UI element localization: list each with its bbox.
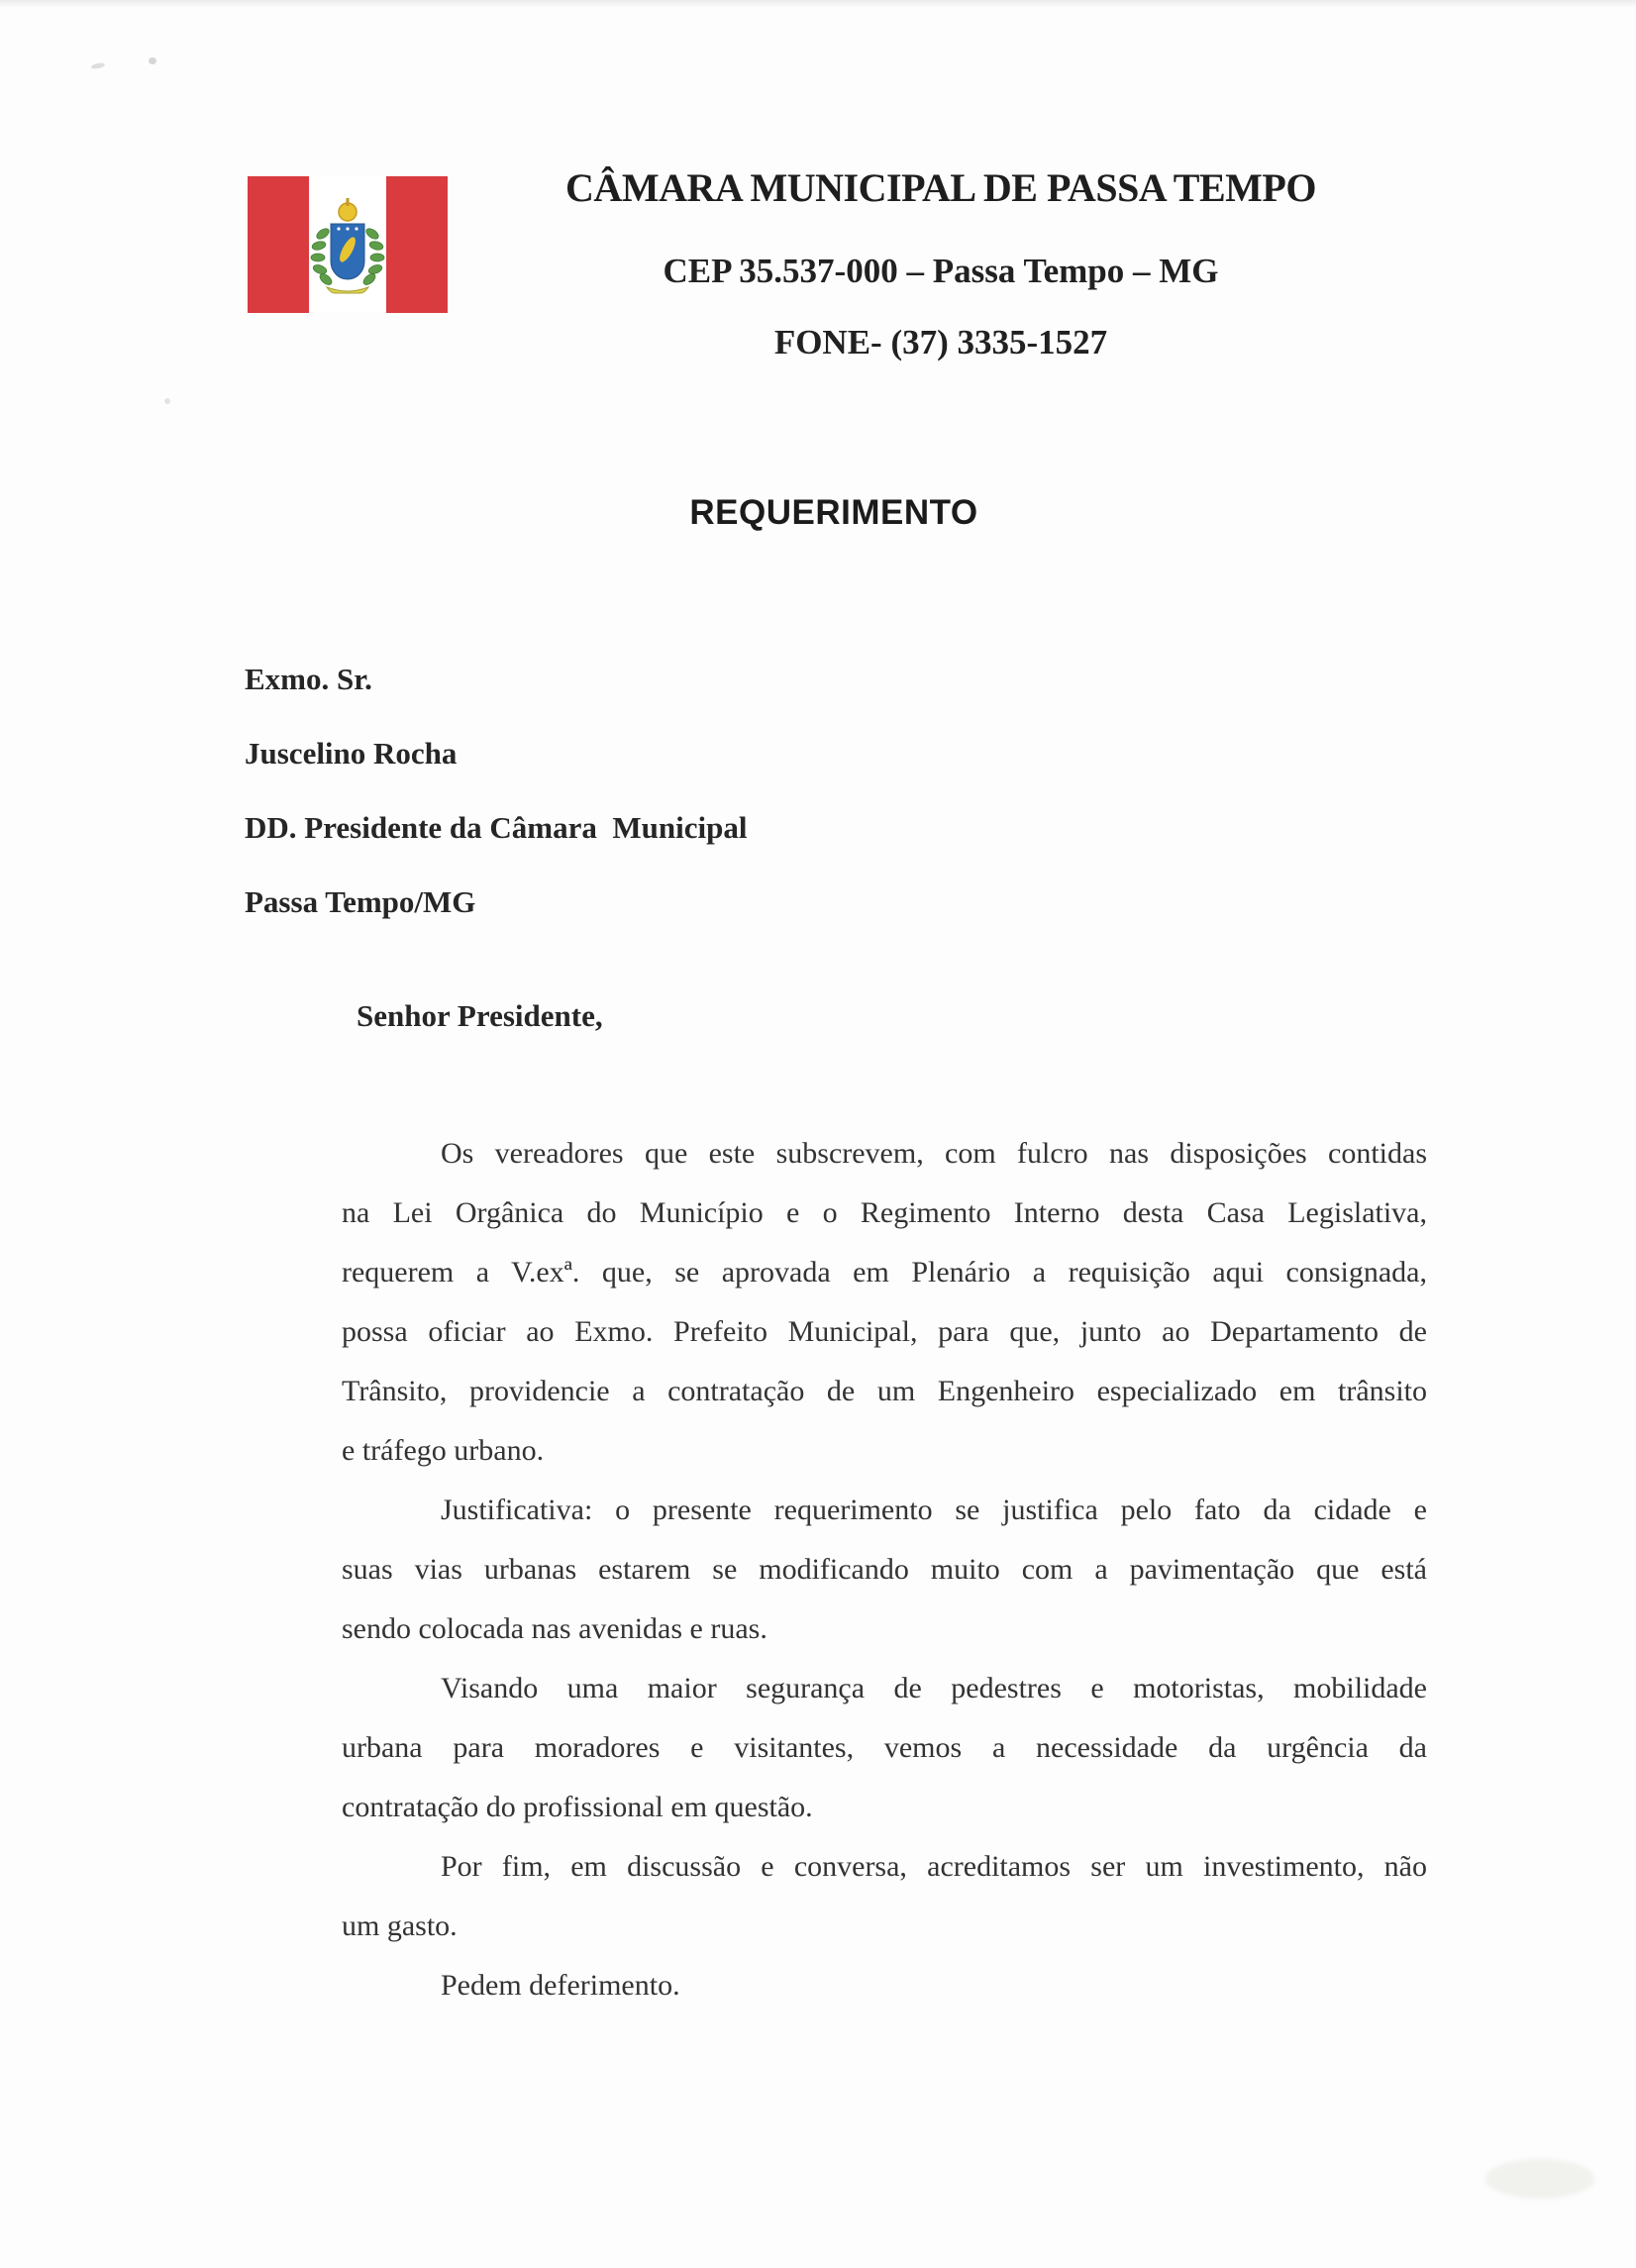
body-line: Justificativa: o presente requerimento se justifica pelo fato da cidade e <box>441 1494 1427 1526</box>
body-line: requerem a V.exª. que, se aprovada em Plenário a requisição aqui consignada, <box>342 1256 1427 1289</box>
body-line: Trânsito, providencie a contratação de um Engenheiro especializado em trânsito <box>342 1375 1427 1407</box>
body-line: um gasto. <box>342 1909 458 1942</box>
body-line: suas vias urbanas estarem se modificando muito com a pavimentação que está <box>342 1553 1427 1586</box>
body-line: Visando uma maior segurança de pedestres e motoristas, mobilidade <box>441 1672 1427 1704</box>
scan-artifact <box>164 398 170 404</box>
body-line: Por fim, em discussão e conversa, acreditamos ser um investimento, não <box>441 1850 1427 1883</box>
addressee-line: Juscelino Rocha <box>245 736 458 771</box>
org-name: CÂMARA MUNICIPAL DE PASSA TEMPO <box>565 165 1316 210</box>
body-line: e tráfego urbano. <box>342 1434 545 1467</box>
org-phone-line: FONE- (37) 3335-1527 <box>773 323 1108 361</box>
municipal-flag-logo <box>248 176 448 313</box>
scanner-edge-shadow <box>0 0 1636 8</box>
body-line: contratação do profissional em questão. <box>342 1791 813 1823</box>
body-paragraphs <box>342 1124 1427 2015</box>
body-line: possa oficiar ao Exmo. Prefeito Municipal, para que, junto ao Departamento de <box>342 1315 1427 1348</box>
org-cep-line: CEP 35.537-000 – Passa Tempo – MG <box>663 252 1219 290</box>
paragraph <box>342 1481 1427 1659</box>
addressee-line: Exmo. Sr. <box>245 662 372 696</box>
addressee-block <box>245 642 747 939</box>
scan-artifact <box>91 62 106 70</box>
addressee-line: DD. Presidente da Câmara Municipal <box>245 810 748 845</box>
flag-icon <box>248 176 448 313</box>
body-line: na Lei Orgânica do Município e o Regimento Interno desta Casa Legislativa, <box>342 1196 1427 1229</box>
paragraph <box>342 1837 1427 1956</box>
scan-artifact <box>149 57 156 64</box>
paragraph <box>342 1659 1427 1837</box>
body-line: Os vereadores que este subscrevem, com fulcro nas disposições contidas <box>441 1137 1427 1170</box>
salutation: Senhor Presidente, <box>357 998 603 1033</box>
body-line: urbana para moradores e visitantes, vemos a necessidade da urgência da <box>342 1731 1427 1764</box>
body-line: sendo colocada nas avenidas e ruas. <box>342 1612 767 1645</box>
scan-artifact <box>1485 2159 1594 2199</box>
closing-line: Pedem deferimento. <box>441 1969 680 2002</box>
addressee-line: Passa Tempo/MG <box>245 884 476 919</box>
document-title: REQUERIMENTO <box>689 493 978 532</box>
paragraph <box>342 1124 1427 1481</box>
